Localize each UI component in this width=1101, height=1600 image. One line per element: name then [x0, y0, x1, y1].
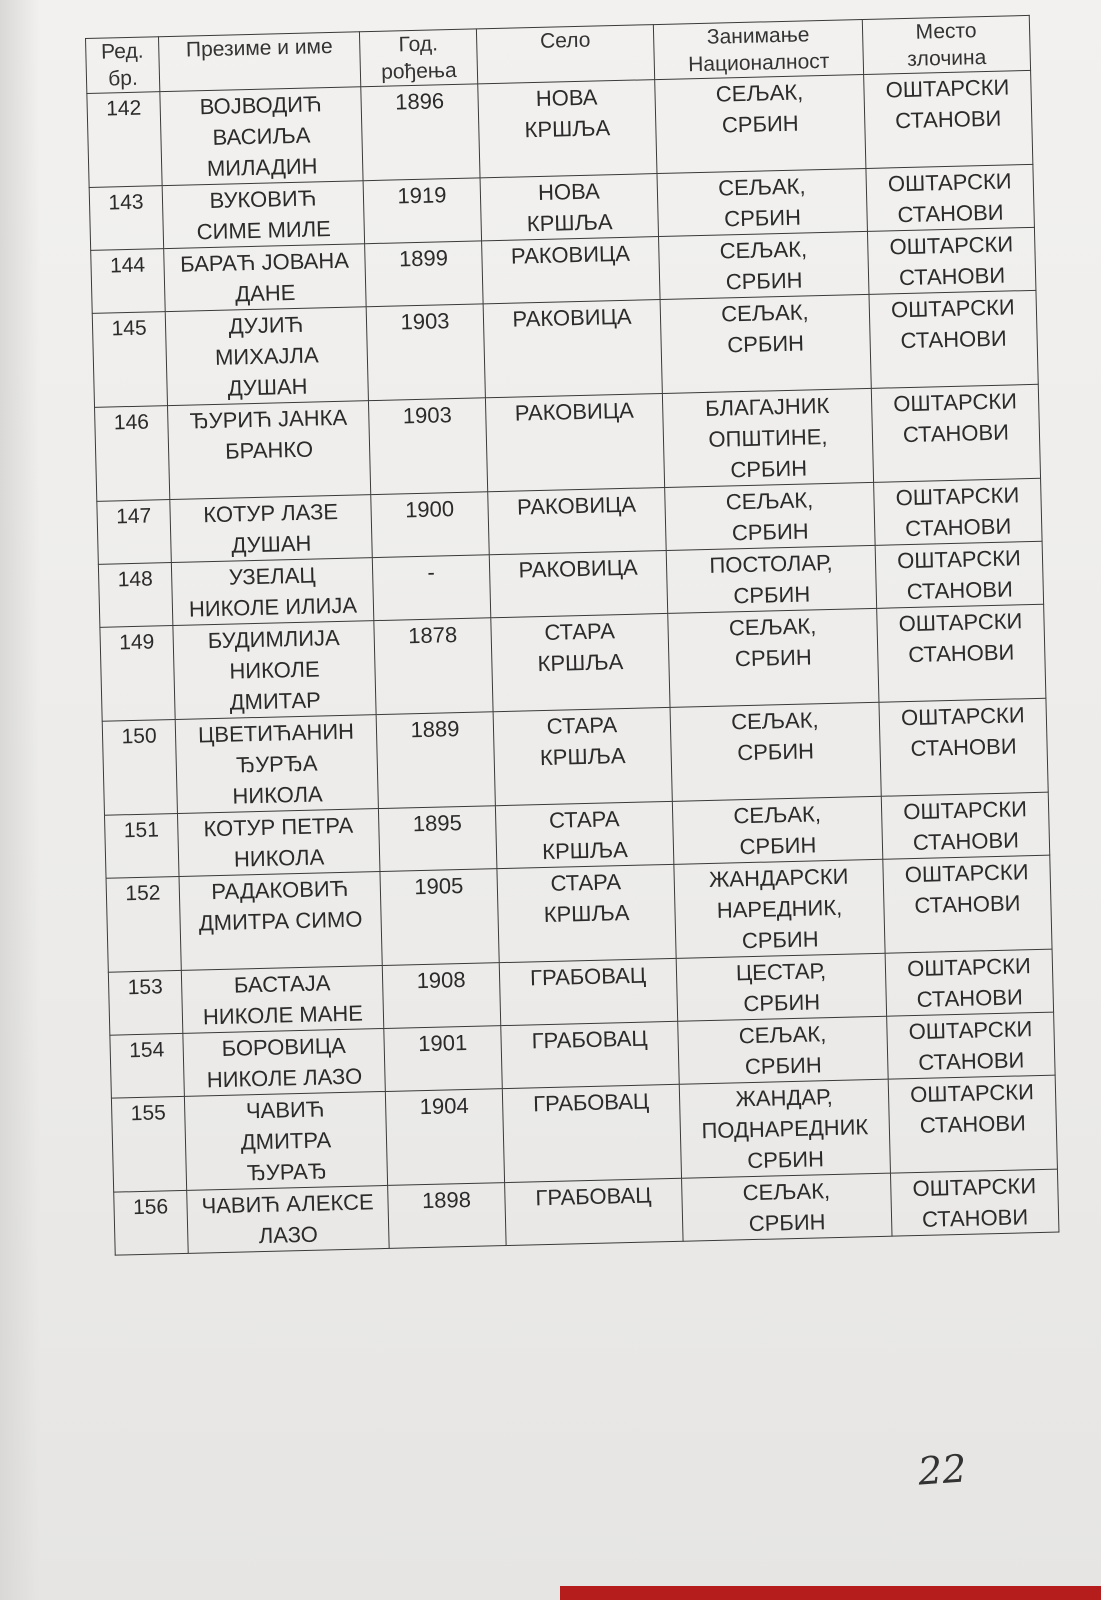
cell-name: ВОЈВОДИЋ ВАСИЉА МИЛАДИН: [160, 87, 363, 186]
cell-occupation: ЖАНДАРСКИ НАРЕДНИК, СРБИН: [674, 859, 885, 958]
cell-occupation: СЕЉАК, СРБИН: [665, 482, 875, 550]
cell-birth-year: 1908: [382, 963, 501, 1029]
header-crime-location: Место злочина: [862, 15, 1030, 74]
cell-row-number: 149: [100, 626, 175, 722]
cell-occupation: ЖАНДАР, ПОДНАРЕДНИК СРБИН: [679, 1079, 890, 1178]
cell-birth-year: 1896: [361, 84, 480, 181]
cell-village: ГРАБОВАЦ: [502, 1084, 681, 1182]
victims-table-sheet: [85, 15, 1059, 1256]
cell-birth-year: 1895: [378, 806, 497, 872]
cell-row-number: 156: [114, 1190, 189, 1255]
cell-row-number: 143: [89, 186, 164, 251]
header-birth-year: Год. рођења: [359, 29, 477, 87]
red-cover-edge: [560, 1586, 1101, 1600]
cell-village: РАКОВИЦА: [485, 394, 664, 492]
cell-row-number: 154: [110, 1033, 185, 1098]
cell-crime-location: ОШТАРСКИ СТАНОВИ: [881, 792, 1049, 859]
cell-crime-location: ОШТАРСКИ СТАНОВИ: [890, 1169, 1058, 1236]
cell-birth-year: 1919: [363, 178, 482, 244]
cell-crime-location: ОШТАРСКИ СТАНОВИ: [864, 70, 1033, 168]
cell-occupation: СЕЉАК, СРБИН: [660, 294, 871, 393]
cell-row-number: 155: [111, 1096, 186, 1192]
cell-row-number: 145: [92, 312, 167, 408]
cell-crime-location: ОШТАРСКИ СТАНОВИ: [887, 1012, 1055, 1079]
cell-crime-location: ОШТАРСКИ СТАНОВИ: [874, 478, 1042, 545]
cell-birth-year: 1905: [380, 869, 499, 966]
cell-row-number: 153: [108, 970, 183, 1035]
cell-row-number: 147: [97, 500, 172, 565]
cell-village: РАКОВИЦА: [483, 300, 662, 398]
cell-occupation: СЕЉАК, СРБИН: [682, 1173, 892, 1241]
cell-village: ГРАБОВАЦ: [501, 1021, 679, 1088]
cell-village: ГРАБОВАЦ: [499, 958, 677, 1025]
cell-crime-location: ОШТАРСКИ СТАНОВИ: [875, 541, 1043, 608]
cell-occupation: СЕЉАК, СРБИН: [657, 168, 867, 236]
cell-name: ЧАВИЋ ДМИТРА ЂУРАЂ: [184, 1091, 387, 1190]
cell-birth-year: 1900: [371, 492, 490, 558]
cell-name: ЧАВИЋ АЛЕКСЕ ЛАЗО: [187, 1185, 389, 1253]
cell-crime-location: ОШТАРСКИ СТАНОВИ: [879, 698, 1048, 796]
cell-occupation: СЕЉАК, СРБИН: [672, 796, 882, 864]
cell-occupation: ЦЕСТАР, СРБИН: [676, 953, 886, 1021]
cell-village: СТАРА КРШЉА: [495, 801, 673, 868]
cell-name: БУДИМЛИЈА НИКОЛЕ ДМИТАР: [173, 621, 376, 720]
cell-crime-location: ОШТАРСКИ СТАНОВИ: [867, 227, 1035, 294]
cell-birth-year: 1903: [368, 398, 487, 495]
cell-village: РАКОВИЦА: [488, 487, 666, 554]
cell-name: ЦВЕТИЋАНИН ЂУРЂА НИКОЛА: [175, 715, 378, 814]
cell-village: СТАРА КРШЉА: [497, 864, 676, 962]
cell-row-number: 146: [95, 406, 170, 502]
cell-name: КОТУР ЛАЗЕ ДУШАН: [170, 495, 372, 563]
cell-village: СТАРА КРШЉА: [491, 613, 670, 711]
header-occupation-nationality: Занимање Националност: [653, 20, 863, 80]
cell-birth-year: 1878: [374, 618, 493, 715]
cell-occupation: БЛАГАЈНИК ОПШТИНЕ, СРБИН: [662, 388, 873, 487]
cell-name: БАРАЋ ЈОВАНА ДАНЕ: [164, 244, 366, 312]
cell-birth-year: 1904: [385, 1089, 504, 1186]
cell-occupation: СЕЉАК, СРБИН: [659, 231, 869, 299]
cell-birth-year: 1889: [376, 712, 495, 809]
cell-crime-location: ОШТАРСКИ СТАНОВИ: [869, 290, 1038, 388]
cell-name: БОРОВИЦА НИКОЛЕ ЛАЗО: [183, 1028, 385, 1096]
cell-name: ЂУРИЋ ЈАНКА БРАНКО: [168, 401, 371, 500]
cell-row-number: 150: [102, 720, 177, 816]
cell-birth-year: 1901: [384, 1026, 503, 1092]
cell-crime-location: ОШТАРСКИ СТАНОВИ: [866, 164, 1034, 231]
cell-village: НОВА КРШЉА: [478, 80, 657, 178]
cell-occupation: СЕЉАК, СРБИН: [655, 74, 866, 173]
cell-name: БАСТАЈА НИКОЛЕ МАНЕ: [181, 966, 383, 1034]
page-gutter-shadow: [0, 0, 40, 1600]
cell-village: РАКОВИЦА: [482, 237, 660, 304]
cell-row-number: 148: [98, 563, 173, 628]
cell-name: ДУЈИЋ МИХАЈЛА ДУШАН: [165, 307, 368, 406]
cell-name: ВУКОВИЋ СИМЕ МИЛЕ: [162, 181, 364, 249]
cell-birth-year: 1898: [388, 1183, 507, 1249]
page-number: 22: [916, 1446, 968, 1494]
cell-name: УЗЕЛАЦ НИКОЛЕ ИЛИЈА: [171, 558, 373, 626]
cell-crime-location: ОШТАРСКИ СТАНОВИ: [883, 855, 1052, 953]
cell-crime-location: ОШТАРСКИ СТАНОВИ: [871, 384, 1040, 482]
cell-crime-location: ОШТАРСКИ СТАНОВИ: [877, 604, 1046, 702]
cell-occupation: СЕЉАК, СРБИН: [668, 608, 879, 707]
cell-birth-year: -: [372, 555, 491, 621]
cell-row-number: 151: [104, 813, 179, 878]
cell-occupation: ПОСТОЛАР, СРБИН: [666, 545, 876, 613]
victims-table: [85, 15, 1059, 1256]
cell-name: РАДАКОВИЋ ДМИТРА СИМО: [179, 872, 382, 971]
cell-occupation: СЕЉАК, СРБИН: [678, 1016, 888, 1084]
cell-village: РАКОВИЦА: [489, 550, 667, 617]
table-body: [87, 70, 1059, 1255]
cell-village: НОВА КРШЉА: [480, 174, 658, 241]
cell-crime-location: ОШТАРСКИ СТАНОВИ: [885, 949, 1053, 1016]
header-name: Презиме и име: [158, 32, 360, 92]
cell-occupation: СЕЉАК, СРБИН: [670, 702, 881, 801]
cell-row-number: 152: [106, 876, 181, 972]
cell-row-number: 144: [91, 249, 166, 314]
cell-village: СТАРА КРШЉА: [493, 707, 672, 805]
cell-birth-year: 1903: [366, 304, 485, 401]
cell-village: ГРАБОВАЦ: [505, 1178, 683, 1245]
header-row-number: Ред. бр.: [86, 37, 160, 94]
cell-name: КОТУР ПЕТРА НИКОЛА: [177, 809, 379, 877]
header-village: Село: [476, 25, 654, 84]
cell-row-number: 142: [87, 92, 162, 188]
cell-crime-location: ОШТАРСКИ СТАНОВИ: [888, 1075, 1057, 1173]
cell-birth-year: 1899: [365, 241, 484, 307]
